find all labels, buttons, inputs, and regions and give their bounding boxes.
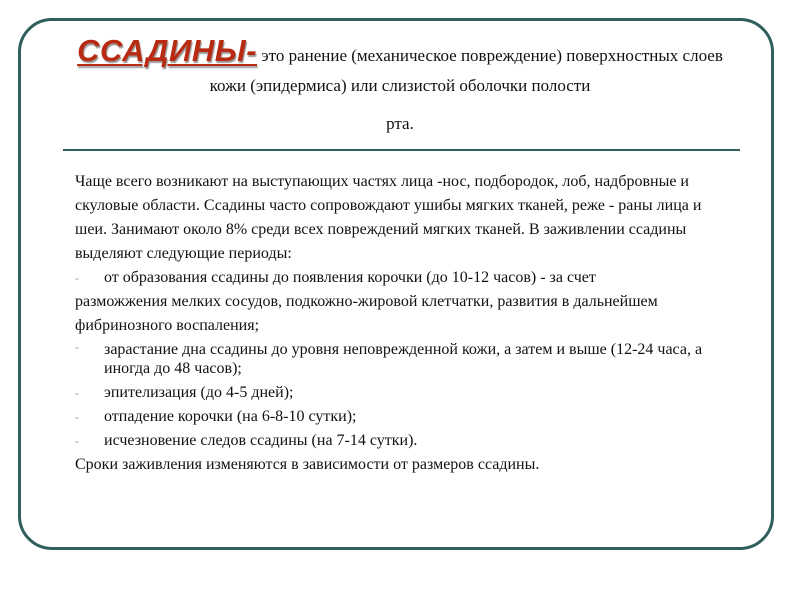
bullet-marker: - <box>75 271 79 285</box>
period-2-text: зарастание дна ссадины до уровня неповрежденной кожи, а затем и выше (12-24 часа, а иногда до 48 часов); <box>104 341 703 377</box>
period-item-5 <box>75 429 735 453</box>
period-item-2 <box>75 338 735 381</box>
title-block <box>60 33 740 139</box>
period-5-text: исчезновение следов ссадины (на 7-14 сутки). <box>104 432 418 449</box>
period-3-text: эпителизация (до 4-5 дней); <box>104 384 294 401</box>
definition-text: это ранение (механическое повреждение) поверхностных слоев кожи (эпидермиса) или слизистой оболочки полости <box>209 46 723 95</box>
body-text <box>75 170 735 477</box>
bullet-marker: - <box>75 340 79 354</box>
period-item-1 <box>75 266 735 290</box>
definition-end: рта. <box>386 114 414 133</box>
bullet-marker: - <box>75 386 79 400</box>
conclusion-paragraph: Сроки заживления изменяются в зависимости от размеров ссадины. <box>75 456 540 473</box>
bullet-marker: - <box>75 410 79 424</box>
period-1-continuation: разможжения мелких сосудов, подкожно-жировой клетчатки, развития в дальнейшем фибринозного воспаления; <box>75 293 658 334</box>
slide-title: ССАДИНЫ- <box>77 33 258 68</box>
intro-paragraph: Чаще всего возникают на выступающих частях лица -нос, подбородок, лоб, надбровные и скуловые области. Ссадины часто сопровождают ушибы мягких тканей, реже - раны лица и шеи. Занимают около 8% среди всех повреждений мягких тканей. В заживлении ссадины выделяют следующие периоды: <box>75 173 702 262</box>
period-item-4 <box>75 405 735 429</box>
period-1-head: от образования ссадины до появления корочки (до 10-12 часов) - за счет <box>104 269 596 286</box>
bullet-marker: - <box>75 434 79 448</box>
period-item-3 <box>75 381 735 405</box>
period-4-text: отпадение корочки (на 6-8-10 сутки); <box>104 408 357 425</box>
divider-line <box>63 149 740 151</box>
